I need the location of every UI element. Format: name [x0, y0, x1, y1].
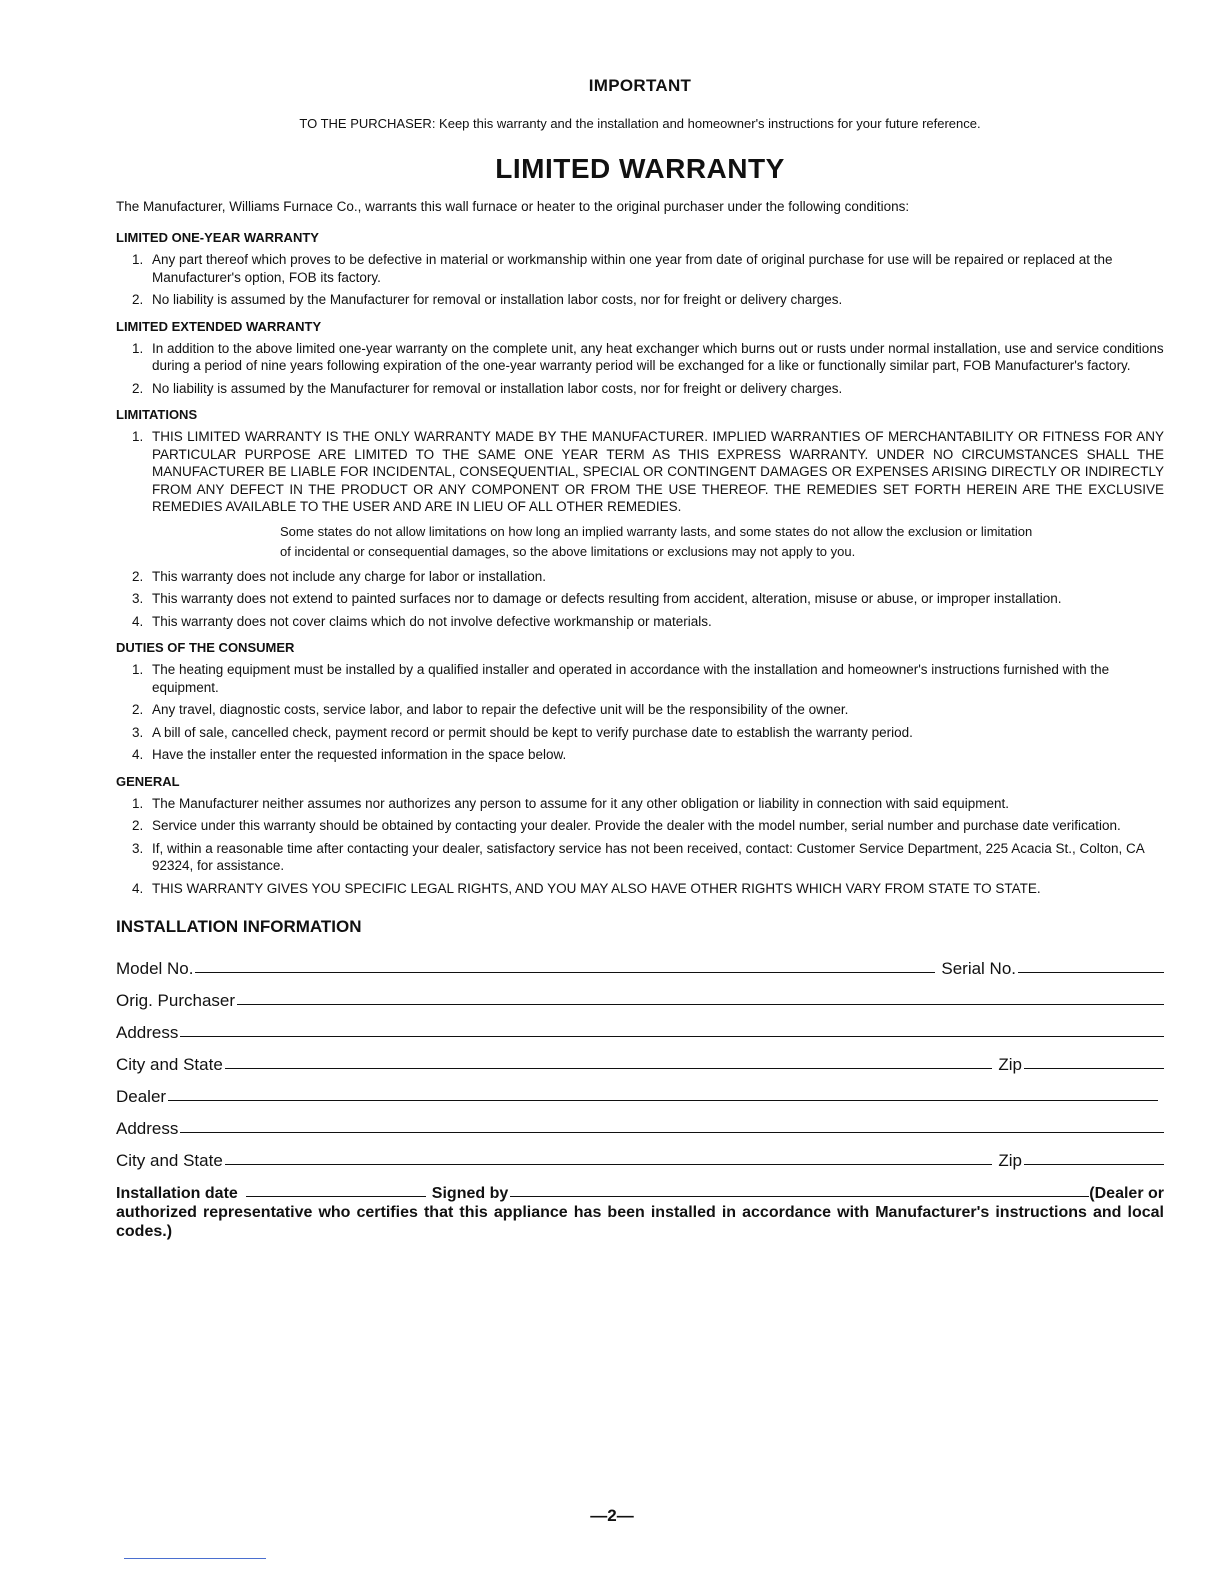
dealer-row: [116, 1075, 1164, 1107]
install-date-field[interactable]: [246, 1195, 426, 1197]
serial-label: Serial No.: [941, 959, 1016, 978]
model-field[interactable]: [195, 971, 935, 973]
dealer-city-field[interactable]: [225, 1163, 993, 1165]
page-number: —2—: [590, 1506, 634, 1525]
installation-heading: INSTALLATION INFORMATION: [116, 917, 362, 936]
purchaser-label: Orig. Purchaser: [116, 991, 236, 1010]
list-item: 4. THIS WARRANTY GIVES YOU SPECIFIC LEGAL RIGHTS, AND YOU MAY ALSO HAVE OTHER RIGHTS WHICH VARY FROM STATE TO STATE.: [132, 880, 1041, 896]
list-item: 2. Any travel, diagnostic costs, service labor, and labor to repair the defective unit will be the responsibility of the owner.: [132, 702, 849, 717]
zip-label: Zip: [998, 1055, 1022, 1074]
model-serial-row: [116, 947, 1164, 979]
purchaser-field[interactable]: [237, 1003, 1164, 1005]
purchaser-city-field[interactable]: [225, 1067, 993, 1069]
state-limitations-note: Some states do not allow limitations on how long an implied warranty lasts, and some states do not allow the exclusion or limitation of incidental or consequential damages, so the above limitations or exclusions may not apply to you.: [280, 523, 1033, 559]
install-date-label: Installation date: [116, 1185, 238, 1202]
limitations-heading: LIMITATIONS: [116, 407, 198, 422]
address-label: Address: [116, 1023, 179, 1042]
purchaser-note: TO THE PURCHASER: Keep this warranty and the installation and homeowner's instructions for your future reference.: [299, 116, 981, 131]
dealer-address-row: [116, 1107, 1164, 1139]
dealer-zip-field[interactable]: [1024, 1163, 1164, 1165]
purchaser-zip-field[interactable]: [1024, 1067, 1164, 1069]
purchaser-address-row: [116, 1011, 1164, 1043]
certification-text: authorized representative who certifies that this appliance has been installed in accordance with Manufacturer's instructions and local codes.): [116, 1204, 1164, 1240]
list-item: 2. No liability is assumed by the Manufacturer for removal or installation labor costs, nor for freight or delivery charges.: [132, 292, 843, 307]
limitations-list: [116, 428, 1164, 516]
zip-label: Zip: [998, 1151, 1022, 1170]
list-item: 1. The heating equipment must be installed by a qualified installer and operated in accordance with the installation and homeowner's instructions furnished with the equipment.: [132, 662, 1110, 695]
purchaser-city-row: [116, 1043, 1164, 1075]
dealer-field[interactable]: [168, 1099, 1158, 1101]
list-item: 4. Have the installer enter the requested information in the space below.: [132, 747, 567, 762]
city-state-label: City and State: [116, 1055, 223, 1074]
dealer-label: Dealer: [116, 1087, 167, 1106]
city-state-label: City and State: [116, 1151, 223, 1170]
extended-list: [116, 340, 1164, 398]
list-item: 1. In addition to the above limited one-year warranty on the complete unit, any heat exchanger which burns out or rusts under normal installation, use and service conditions during a period of nine years following expiration of the one-year warranty period will be exchanged for a like or functionally similar part, FOB Manufacturer's factory.: [132, 340, 1164, 373]
signature-row: [116, 1171, 1164, 1203]
list-item: 2. This warranty does not include any charge for labor or installation.: [132, 568, 546, 584]
dealer-address-field[interactable]: [180, 1131, 1164, 1133]
purchaser-row: [116, 979, 1164, 1011]
duties-heading: DUTIES OF THE CONSUMER: [116, 640, 295, 655]
dealer-or-label: (Dealer or: [1089, 1185, 1164, 1202]
important-heading: IMPORTANT: [588, 76, 692, 95]
signed-label: Signed by: [431, 1185, 509, 1202]
list-item: 3. If, within a reasonable time after contacting your dealer, satisfactory service has not been received, contact: Customer Service Department, 225 Acacia St., Colton, CA 92324, for assistance.: [132, 840, 1144, 873]
list-item: 2. Service under this warranty should be obtained by contacting your dealer. Provide the dealer with the model number, serial number and purchase date verification.: [132, 818, 1121, 833]
list-item: 3. A bill of sale, cancelled check, payment record or permit should be kept to verify purchase date to establish the warranty period.: [132, 724, 913, 740]
limitations-list-cont: [116, 568, 1164, 631]
dealer-city-row: [116, 1139, 1164, 1171]
purchaser-address-field[interactable]: [180, 1035, 1164, 1037]
signature-field[interactable]: [510, 1195, 1089, 1197]
warranty-page: [116, 76, 1164, 1257]
footer-divider: [124, 1558, 266, 1559]
duties-list: [116, 661, 1164, 764]
general-list: [116, 795, 1164, 898]
model-label: Model No.: [116, 959, 194, 978]
general-heading: GENERAL: [116, 773, 180, 789]
list-item: 4. This warranty does not cover claims which do not involve defective workmanship or materials.: [132, 613, 712, 629]
page-title: LIMITED WARRANTY: [495, 153, 785, 184]
list-item: 2. No liability is assumed by the Manufacturer for removal or installation labor costs, nor for freight or delivery charges.: [132, 380, 843, 396]
list-item: 1. THIS LIMITED WARRANTY IS THE ONLY WARRANTY MADE BY THE MANUFACTURER. IMPLIED WARRANTIES OF MERCHANTABILITY OR FITNESS FOR ANY PARTICULAR PURPOSE ARE LIMITED TO THE SAME ONE YEAR TERM AS THIS EXPRESS WARRANTY. UNDER NO CIRCUMSTANCES SHALL THE MANUFACTURER BE LIABLE FOR INCIDENTAL, CONSEQUENTIAL, SPECIAL OR CONTINGENT DAMAGES OR EXPENSES ARISING DIRECTLY OR INDIRECTLY FROM ANY DEFECT IN THE PRODUCT OR ANY COMPONENT OR FROM THE USE THEREOF. THE REMEDIES SET FORTH HEREIN ARE THE EXCLUSIVE REMEDIES AVAILABLE TO THE USER AND ARE IN LIEU OF ALL OTHER REMEDIES.: [132, 429, 1164, 514]
list-item: 1. Any part thereof which proves to be defective in material or workmanship within one year from date of original purchase for use will be repaired or replaced at the Manufacturer's option, FOB its factory.: [132, 252, 1113, 285]
one-year-list: [116, 251, 1164, 309]
address-label: Address: [116, 1119, 179, 1138]
list-item: 1. The Manufacturer neither assumes nor authorizes any person to assume for it any other obligation or liability in connection with said equipment.: [132, 795, 1009, 811]
intro-paragraph: The Manufacturer, Williams Furnace Co., warrants this wall furnace or heater to the original purchaser under the following conditions:: [116, 199, 910, 214]
serial-field[interactable]: [1018, 971, 1164, 973]
extended-heading: LIMITED EXTENDED WARRANTY: [116, 318, 322, 334]
one-year-heading: LIMITED ONE-YEAR WARRANTY: [116, 230, 319, 245]
list-item: 3. This warranty does not extend to painted surfaces nor to damage or defects resulting from accident, alteration, misuse or abuse, or improper installation.: [132, 591, 1062, 606]
